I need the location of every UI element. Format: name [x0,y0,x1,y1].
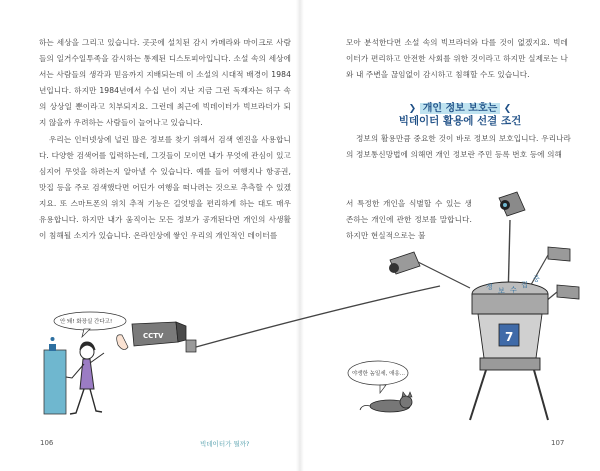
cctv-label: CCTV [143,332,164,340]
door-illustration [44,337,66,414]
robot-illustration [389,192,579,420]
robot-label-4: 집 [521,281,528,289]
robot-label-1: 정 [486,283,493,291]
cat-illustration [360,392,412,412]
hand-icon [117,335,128,350]
left-paragraph-2: 우리는 인터넷상에 널린 많은 정보를 찾기 위해서 검색 엔진을 사용합니다. 다양한 검색어를 입력하는데, 그것들이 모이면 내가 무엇에 관심이 있고 심지어 무엇을 하려는지 알아낼 수 있습니다. 예를 들어 여행지나 항공권, 맛집 등을 주로 검색했다면 어딘가 여행을 떠나려는 것으로 추측할 수 있겠지요. 또 스마트폰의 위치 추적 기능은 길엇빙을 편리하게 하는 대도 매우 유용합니다. 하지만 내가 움직이는 모든 정보가 공개된다면 개인의 사생활이 침해될 소지가 있습니다. 온라인상에 쌓인 우리의 개인적인 데이터를 [39,134,291,241]
heading-deco-left-icon: ❯ [408,104,417,114]
section-heading-line-2: 빅데이터 활용에 선결 조건 [398,115,522,127]
right-body-text-top: 모아 분석한다면 소설 속의 빅브라더와 다를 것이 없겠지요. 빅데이터가 편리하고 안전한 사회를 위한 것이라고 하지만 실제로는 나와 내 주변을 끊임없이 감시하고 침해할 수도 있습니다. [346,38,568,80]
woman-speech-text: 안 돼! 화장실 간다고! [60,319,113,325]
cctv-cable [196,286,440,347]
speech-bubble-woman [54,312,126,337]
section-heading-text: 개인 정보 보호는 [420,103,501,114]
robot-label-3: 수 [510,286,517,294]
page-number-right: 107 [551,439,565,447]
page-number-left: 106 [40,439,54,447]
robot-label-5: 중 [533,275,540,283]
running-title: 빅데이터가 뭘까? [200,440,250,448]
robot-panel-number: 7 [505,330,514,344]
heading-deco-right-icon: ❮ [503,104,512,114]
cat-speech-text: 야생한 놈일세, 애옹... [352,371,405,377]
left-paragraph-1: 하는 세상을 그리고 있습니다. 곳곳에 설치된 감시 카메라와 마이크로 사람들의 일거수일투족을 감시하는 통제된 디스토피아입니다. 소설 속의 세상에서는 사람들의 생각과 믿음까지 지배되는데 이 소설의 시대적 배경이 1984년입니다. 하지만 1984년에서 수십 년이 지난 지금 그런 독재자는 허구 속의 상상일 뿐이라고 치부되지요. 그런데 최근에 빅데이터가 빅브라더가 되지 않을까 우려하는 사람들이 늘어나고 있습니다. [39,38,291,128]
right-body-text-narrow: 서 특정한 개인을 식별할 수 있는 생존하는 개인에 관한 정보를 말합니다. 하지만 현실적으로는 불 [346,199,472,241]
left-cctv-camera [132,322,196,352]
woman-illustration [66,342,104,414]
cat-speech-bubble [348,361,408,393]
right-paragraph-mid: 정보의 활용만큼 중요한 것이 바로 정보의 보호입니다. 우리나라의 정보통신망법에 의해면 개인 정보란 주민 등록 번호 등에 의해 [346,134,571,160]
robot-label-2: 보 [498,287,505,295]
